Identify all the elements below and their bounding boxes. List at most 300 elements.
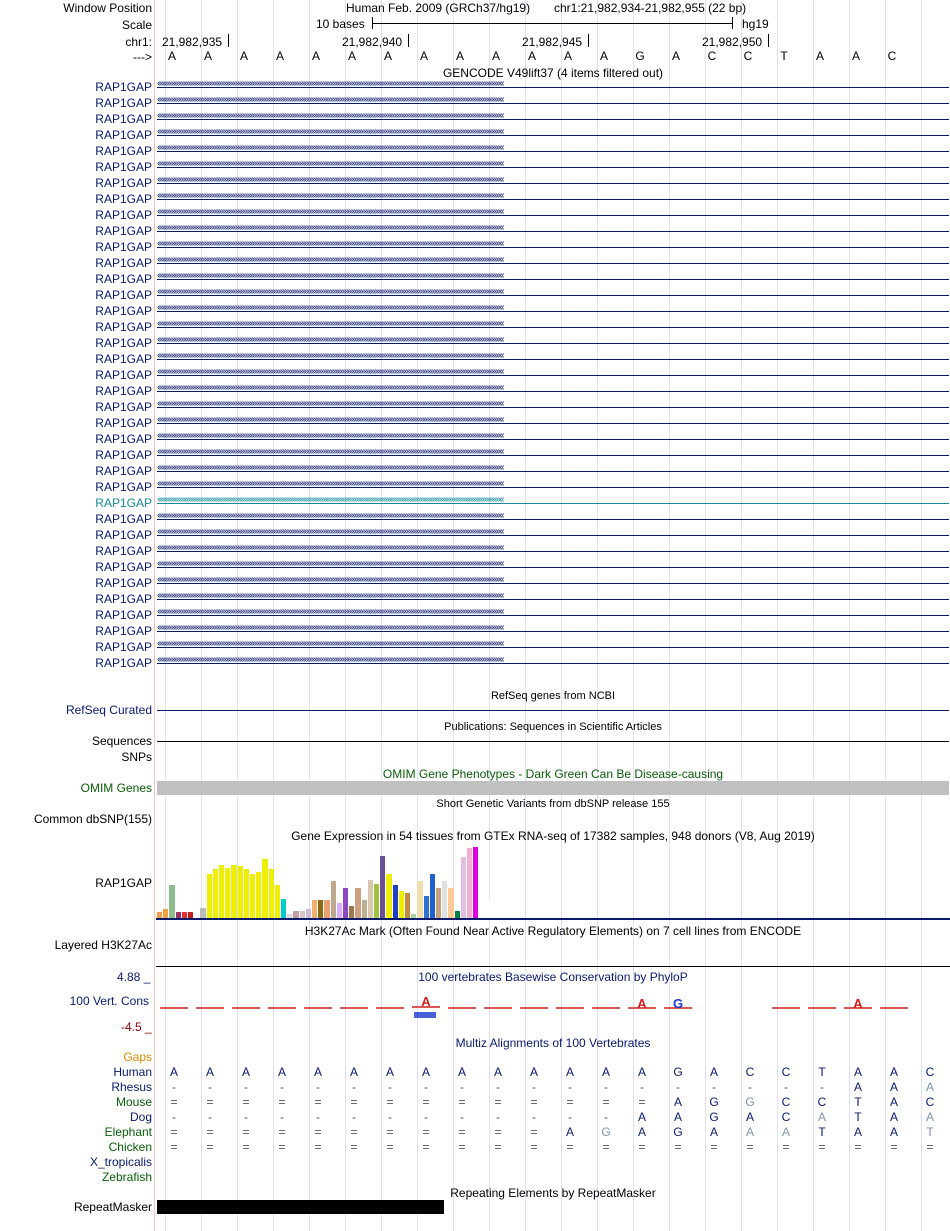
alignment-base: - xyxy=(316,1080,320,1094)
gaps-label[interactable]: Gaps xyxy=(123,1050,152,1064)
alignment-base: = xyxy=(386,1140,394,1154)
alignment-base: - xyxy=(748,1080,752,1094)
repeatmasker-element[interactable] xyxy=(157,1200,444,1214)
gencode-transcript[interactable] xyxy=(157,609,949,621)
strand-arrows: ‹‹‹‹‹‹‹‹‹‹‹‹‹‹‹‹‹‹‹‹‹‹‹‹‹‹‹‹‹‹‹‹‹‹‹‹‹‹‹‹‹‹‹‹‹‹‹‹‹‹‹‹‹‹‹‹‹‹‹‹‹‹‹‹‹‹‹‹‹‹‹‹‹‹‹‹‹‹‹‹‹‹‹‹‹‹‹‹‹‹‹‹‹‹‹‹‹‹‹‹‹‹‹‹‹‹‹‹‹‹‹‹‹‹‹‹‹‹‹‹‹‹‹‹‹‹‹‹‹‹‹‹‹‹‹‹‹‹‹‹‹‹‹‹‹‹‹‹‹‹‹‹‹‹‹‹‹‹‹‹‹‹‹‹‹‹‹‹‹‹‹‹‹‹‹‹‹‹‹‹‹‹‹‹‹‹‹‹‹‹‹‹‹‹‹‹‹‹‹‹ xyxy=(157,193,504,201)
gencode-gene-label[interactable]: RAP1GAP xyxy=(95,336,152,350)
alignment-base: = xyxy=(494,1140,502,1154)
alignment-base: = xyxy=(206,1095,214,1109)
strand-arrows: ‹‹‹‹‹‹‹‹‹‹‹‹‹‹‹‹‹‹‹‹‹‹‹‹‹‹‹‹‹‹‹‹‹‹‹‹‹‹‹‹‹‹‹‹‹‹‹‹‹‹‹‹‹‹‹‹‹‹‹‹‹‹‹‹‹‹‹‹‹‹‹‹‹‹‹‹‹‹‹‹‹‹‹‹‹‹‹‹‹‹‹‹‹‹‹‹‹‹‹‹‹‹‹‹‹‹‹‹‹‹‹‹‹‹‹‹‹‹‹‹‹‹‹‹‹‹‹‹‹‹‹‹‹‹‹‹‹‹‹‹‹‹‹‹‹‹‹‹‹‹‹‹‹‹‹‹‹‹‹‹‹‹‹‹‹‹‹‹‹‹‹‹‹‹‹‹‹‹‹‹‹‹‹‹‹‹‹‹‹‹‹‹‹‹‹‹‹‹‹‹ xyxy=(157,305,504,313)
alignment-base: A xyxy=(637,1065,646,1079)
h3k27ac-title[interactable]: H3K27Ac Mark (Often Found Near Active Regulatory Elements) on 7 cell lines from ENCODE xyxy=(304,924,802,938)
gencode-gene-label[interactable]: RAP1GAP xyxy=(95,496,152,510)
strand-arrows: ‹‹‹‹‹‹‹‹‹‹‹‹‹‹‹‹‹‹‹‹‹‹‹‹‹‹‹‹‹‹‹‹‹‹‹‹‹‹‹‹‹‹‹‹‹‹‹‹‹‹‹‹‹‹‹‹‹‹‹‹‹‹‹‹‹‹‹‹‹‹‹‹‹‹‹‹‹‹‹‹‹‹‹‹‹‹‹‹‹‹‹‹‹‹‹‹‹‹‹‹‹‹‹‹‹‹‹‹‹‹‹‹‹‹‹‹‹‹‹‹‹‹‹‹‹‹‹‹‹‹‹‹‹‹‹‹‹‹‹‹‹‹‹‹‹‹‹‹‹‹‹‹‹‹‹‹‹‹‹‹‹‹‹‹‹‹‹‹‹‹‹‹‹‹‹‹‹‹‹‹‹‹‹‹‹‹‹‹‹‹‹‹‹‹‹‹‹‹‹‹ xyxy=(157,641,504,649)
alignment-base: - xyxy=(280,1080,284,1094)
alignment-base: - xyxy=(388,1110,392,1124)
omim-gene-bar[interactable] xyxy=(157,781,949,795)
alignment-base: - xyxy=(604,1080,608,1094)
gencode-transcript[interactable] xyxy=(157,561,949,573)
phylop-max: 4.88 _ xyxy=(117,970,151,984)
gtex-tissue-bar[interactable] xyxy=(337,903,342,918)
alignment-base: = xyxy=(206,1125,214,1139)
alignment-base: = xyxy=(458,1125,466,1139)
alignment-base: A xyxy=(421,1065,430,1079)
gencode-transcript[interactable] xyxy=(157,641,949,653)
gtex-tissue-bar[interactable] xyxy=(349,906,354,918)
species-label[interactable]: Elephant xyxy=(104,1125,152,1139)
strand-arrows: ‹‹‹‹‹‹‹‹‹‹‹‹‹‹‹‹‹‹‹‹‹‹‹‹‹‹‹‹‹‹‹‹‹‹‹‹‹‹‹‹‹‹‹‹‹‹‹‹‹‹‹‹‹‹‹‹‹‹‹‹‹‹‹‹‹‹‹‹‹‹‹‹‹‹‹‹‹‹‹‹‹‹‹‹‹‹‹‹‹‹‹‹‹‹‹‹‹‹‹‹‹‹‹‹‹‹‹‹‹‹‹‹‹‹‹‹‹‹‹‹‹‹‹‹‹‹‹‹‹‹‹‹‹‹‹‹‹‹‹‹‹‹‹‹‹‹‹‹‹‹‹‹‹‹‹‹‹‹‹‹‹‹‹‹‹‹‹‹‹‹‹‹‹‹‹‹‹‹‹‹‹‹‹‹‹‹‹‹‹‹‹‹‹‹‹‹‹‹‹‹ xyxy=(157,209,504,217)
gtex-tissue-bar[interactable] xyxy=(200,908,205,918)
species-label[interactable]: Chicken xyxy=(108,1140,152,1154)
gencode-transcript[interactable] xyxy=(157,161,949,173)
gtex-tissue-bar[interactable] xyxy=(399,891,404,918)
alignment-base: = xyxy=(638,1140,646,1154)
pubs-sequences-label[interactable]: Sequences xyxy=(91,734,152,748)
alignment-base: - xyxy=(568,1110,572,1124)
phylop-logo-letter: A xyxy=(637,996,647,1011)
alignment-base: = xyxy=(494,1095,502,1109)
strand-arrows: ‹‹‹‹‹‹‹‹‹‹‹‹‹‹‹‹‹‹‹‹‹‹‹‹‹‹‹‹‹‹‹‹‹‹‹‹‹‹‹‹‹‹‹‹‹‹‹‹‹‹‹‹‹‹‹‹‹‹‹‹‹‹‹‹‹‹‹‹‹‹‹‹‹‹‹‹‹‹‹‹‹‹‹‹‹‹‹‹‹‹‹‹‹‹‹‹‹‹‹‹‹‹‹‹‹‹‹‹‹‹‹‹‹‹‹‹‹‹‹‹‹‹‹‹‹‹‹‹‹‹‹‹‹‹‹‹‹‹‹‹‹‹‹‹‹‹‹‹‹‹‹‹‹‹‹‹‹‹‹‹‹‹‹‹‹‹‹‹‹‹‹‹‹‹‹‹‹‹‹‹‹‹‹‹‹‹‹‹‹‹‹‹‹‹‹‹‹‹‹‹ xyxy=(157,113,504,121)
dna-base: A xyxy=(311,49,320,63)
dna-base: A xyxy=(419,49,428,63)
gencode-title[interactable]: GENCODE V49lift37 (4 items filtered out) xyxy=(442,66,664,80)
alignment-base: = xyxy=(314,1125,322,1139)
dna-base: A xyxy=(851,49,860,63)
alignment-base: G xyxy=(709,1095,719,1109)
alignment-base: - xyxy=(460,1110,464,1124)
gencode-gene-label[interactable]: RAP1GAP xyxy=(95,384,152,398)
dna-base: A xyxy=(455,49,464,63)
gtex-tissue-bar[interactable] xyxy=(417,881,422,918)
gtex-tissue-bar[interactable] xyxy=(467,848,472,918)
alignment-base: = xyxy=(386,1095,394,1109)
gencode-gene-label[interactable]: RAP1GAP xyxy=(95,480,152,494)
gtex-tissue-bar[interactable] xyxy=(169,885,174,918)
phylop-logo[interactable] xyxy=(156,996,950,1026)
gencode-transcript[interactable] xyxy=(157,177,949,189)
gencode-transcript[interactable] xyxy=(157,305,949,317)
gtex-tissue-bar[interactable] xyxy=(219,865,224,918)
phylop-title[interactable]: 100 vertebrates Basewise Conservation by PhyloP xyxy=(418,970,688,984)
alignment-base: G xyxy=(745,1095,755,1109)
species-label[interactable]: Rhesus xyxy=(111,1080,152,1094)
gencode-transcript[interactable] xyxy=(157,369,949,381)
gencode-gene-label[interactable]: RAP1GAP xyxy=(95,128,152,142)
strand-arrows: ‹‹‹‹‹‹‹‹‹‹‹‹‹‹‹‹‹‹‹‹‹‹‹‹‹‹‹‹‹‹‹‹‹‹‹‹‹‹‹‹‹‹‹‹‹‹‹‹‹‹‹‹‹‹‹‹‹‹‹‹‹‹‹‹‹‹‹‹‹‹‹‹‹‹‹‹‹‹‹‹‹‹‹‹‹‹‹‹‹‹‹‹‹‹‹‹‹‹‹‹‹‹‹‹‹‹‹‹‹‹‹‹‹‹‹‹‹‹‹‹‹‹‹‹‹‹‹‹‹‹‹‹‹‹‹‹‹‹‹‹‹‹‹‹‹‹‹‹‹‹‹‹‹‹‹‹‹‹‹‹‹‹‹‹‹‹‹‹‹‹‹‹‹‹‹‹‹‹‹‹‹‹‹‹‹‹‹‹‹‹‹‹‹‹‹‹‹‹‹‹ xyxy=(157,321,504,329)
phylop-negative-mark xyxy=(414,1012,436,1018)
alignment-base: = xyxy=(350,1140,358,1154)
gtex-tissue-bar[interactable] xyxy=(256,872,261,918)
gencode-transcript[interactable] xyxy=(157,593,949,605)
alignment-base: = xyxy=(530,1140,538,1154)
strand-arrows: ‹‹‹‹‹‹‹‹‹‹‹‹‹‹‹‹‹‹‹‹‹‹‹‹‹‹‹‹‹‹‹‹‹‹‹‹‹‹‹‹‹‹‹‹‹‹‹‹‹‹‹‹‹‹‹‹‹‹‹‹‹‹‹‹‹‹‹‹‹‹‹‹‹‹‹‹‹‹‹‹‹‹‹‹‹‹‹‹‹‹‹‹‹‹‹‹‹‹‹‹‹‹‹‹‹‹‹‹‹‹‹‹‹‹‹‹‹‹‹‹‹‹‹‹‹‹‹‹‹‹‹‹‹‹‹‹‹‹‹‹‹‹‹‹‹‹‹‹‹‹‹‹‹‹‹‹‹‹‹‹‹‹‹‹‹‹‹‹‹‹‹‹‹‹‹‹‹‹‹‹‹‹‹‹‹‹‹‹‹‹‹‹‹‹‹‹‹‹‹‹ xyxy=(157,657,504,665)
alignment-base: - xyxy=(532,1110,536,1124)
gtex-tissue-bar[interactable] xyxy=(306,909,311,918)
alignment-base: = xyxy=(278,1095,286,1109)
alignment-base: = xyxy=(278,1140,286,1154)
alignment-base: C xyxy=(817,1095,827,1109)
gtex-tissue-bar[interactable] xyxy=(318,900,323,918)
alignment-base: A xyxy=(781,1125,790,1139)
dna-base: C xyxy=(743,49,753,63)
alignment-base: T xyxy=(854,1095,862,1109)
gtex-tissue-bar[interactable] xyxy=(275,885,280,918)
alignment-base: = xyxy=(530,1095,538,1109)
species-label[interactable]: Zebrafish xyxy=(101,1170,152,1184)
alignment-base: G xyxy=(601,1125,611,1139)
alignment-base: - xyxy=(676,1080,680,1094)
h3k27ac-baseline xyxy=(156,966,950,967)
refseq-gene-line[interactable] xyxy=(157,710,949,711)
gencode-transcript[interactable] xyxy=(157,97,949,109)
alignment-base: - xyxy=(460,1080,464,1094)
alignment-base: - xyxy=(280,1110,284,1124)
gencode-transcript[interactable] xyxy=(157,545,949,557)
gtex-tissue-bar[interactable] xyxy=(386,874,391,918)
alignment-base: A xyxy=(673,1095,682,1109)
gtex-tissue-bar[interactable] xyxy=(374,884,379,918)
alignment-base: T xyxy=(854,1110,862,1124)
alignment-base: = xyxy=(530,1125,538,1139)
gencode-gene-label[interactable]: RAP1GAP xyxy=(95,432,152,446)
gtex-tissue-bar[interactable] xyxy=(393,885,398,918)
gencode-transcript[interactable] xyxy=(157,81,949,93)
gencode-gene-label[interactable]: RAP1GAP xyxy=(95,256,152,270)
position-readout[interactable]: chr1:21,982,934-21,982,955 (22 bp) xyxy=(554,1,747,15)
alignment-base: - xyxy=(388,1080,392,1094)
gencode-transcript[interactable] xyxy=(157,481,949,493)
alignment-base: - xyxy=(496,1110,500,1124)
gtex-tissue-bar[interactable] xyxy=(430,874,435,918)
gencode-gene-label[interactable]: RAP1GAP xyxy=(95,528,152,542)
species-label[interactable]: Dog xyxy=(129,1110,152,1124)
alignment-base: = xyxy=(890,1140,898,1154)
gencode-gene-label[interactable]: RAP1GAP xyxy=(95,144,152,158)
alignment-base: = xyxy=(170,1125,178,1139)
gtex-tissue-bar[interactable] xyxy=(281,899,286,918)
strand-arrows: ‹‹‹‹‹‹‹‹‹‹‹‹‹‹‹‹‹‹‹‹‹‹‹‹‹‹‹‹‹‹‹‹‹‹‹‹‹‹‹‹‹‹‹‹‹‹‹‹‹‹‹‹‹‹‹‹‹‹‹‹‹‹‹‹‹‹‹‹‹‹‹‹‹‹‹‹‹‹‹‹‹‹‹‹‹‹‹‹‹‹‹‹‹‹‹‹‹‹‹‹‹‹‹‹‹‹‹‹‹‹‹‹‹‹‹‹‹‹‹‹‹‹‹‹‹‹‹‹‹‹‹‹‹‹‹‹‹‹‹‹‹‹‹‹‹‹‹‹‹‹‹‹‹‹‹‹‹‹‹‹‹‹‹‹‹‹‹‹‹‹‹‹‹‹‹‹‹‹‹‹‹‹‹‹‹‹‹‹‹‹‹‹‹‹‹‹‹‹‹‹ xyxy=(157,529,504,537)
species-label[interactable]: Human xyxy=(113,1065,152,1079)
gencode-gene-label[interactable]: RAP1GAP xyxy=(95,192,152,206)
alignment-base: A xyxy=(313,1065,322,1079)
alignment-base: = xyxy=(926,1140,934,1154)
gencode-gene-label[interactable]: RAP1GAP xyxy=(95,400,152,414)
gencode-transcript[interactable] xyxy=(157,321,949,333)
gencode-gene-label[interactable]: RAP1GAP xyxy=(95,544,152,558)
gencode-gene-label[interactable]: RAP1GAP xyxy=(95,176,152,190)
dna-base: T xyxy=(780,49,788,63)
strand-arrows: ‹‹‹‹‹‹‹‹‹‹‹‹‹‹‹‹‹‹‹‹‹‹‹‹‹‹‹‹‹‹‹‹‹‹‹‹‹‹‹‹‹‹‹‹‹‹‹‹‹‹‹‹‹‹‹‹‹‹‹‹‹‹‹‹‹‹‹‹‹‹‹‹‹‹‹‹‹‹‹‹‹‹‹‹‹‹‹‹‹‹‹‹‹‹‹‹‹‹‹‹‹‹‹‹‹‹‹‹‹‹‹‹‹‹‹‹‹‹‹‹‹‹‹‹‹‹‹‹‹‹‹‹‹‹‹‹‹‹‹‹‹‹‹‹‹‹‹‹‹‹‹‹‹‹‹‹‹‹‹‹‹‹‹‹‹‹‹‹‹‹‹‹‹‹‹‹‹‹‹‹‹‹‹‹‹‹‹‹‹‹‹‹‹‹‹‹‹‹‹‹ xyxy=(157,625,504,633)
alignment-base: - xyxy=(244,1110,248,1124)
alignment-base: = xyxy=(206,1140,214,1154)
label-separator xyxy=(154,0,155,1231)
omim-title[interactable]: OMIM Gene Phenotypes - Dark Green Can Be Disease-causing xyxy=(382,767,724,781)
gtex-tissue-bar[interactable] xyxy=(225,868,230,918)
gencode-gene-label[interactable]: RAP1GAP xyxy=(95,624,152,638)
alignment-base: T xyxy=(818,1125,826,1139)
dbsnp-label[interactable]: Common dbSNP(155) xyxy=(33,812,152,826)
gtex-tissue-bar[interactable] xyxy=(436,888,441,918)
gencode-transcript[interactable] xyxy=(157,433,949,445)
tick-mark xyxy=(768,34,769,47)
gencode-transcript[interactable] xyxy=(157,145,949,157)
gtex-tissue-bar[interactable] xyxy=(293,911,298,918)
gencode-gene-label[interactable]: RAP1GAP xyxy=(95,304,152,318)
alignment-base: = xyxy=(350,1095,358,1109)
strand-arrows: ‹‹‹‹‹‹‹‹‹‹‹‹‹‹‹‹‹‹‹‹‹‹‹‹‹‹‹‹‹‹‹‹‹‹‹‹‹‹‹‹‹‹‹‹‹‹‹‹‹‹‹‹‹‹‹‹‹‹‹‹‹‹‹‹‹‹‹‹‹‹‹‹‹‹‹‹‹‹‹‹‹‹‹‹‹‹‹‹‹‹‹‹‹‹‹‹‹‹‹‹‹‹‹‹‹‹‹‹‹‹‹‹‹‹‹‹‹‹‹‹‹‹‹‹‹‹‹‹‹‹‹‹‹‹‹‹‹‹‹‹‹‹‹‹‹‹‹‹‹‹‹‹‹‹‹‹‹‹‹‹‹‹‹‹‹‹‹‹‹‹‹‹‹‹‹‹‹‹‹‹‹‹‹‹‹‹‹‹‹‹‹‹‹‹‹‹‹‹‹‹ xyxy=(157,273,504,281)
gencode-gene-label[interactable]: RAP1GAP xyxy=(95,576,152,590)
alignment-base: A xyxy=(925,1110,934,1124)
tick-mark xyxy=(408,34,409,47)
alignment-base: A xyxy=(889,1095,898,1109)
alignment-base: A xyxy=(853,1125,862,1139)
repeatmasker-label[interactable]: RepeatMasker xyxy=(73,1200,152,1214)
gtex-tissue-bar[interactable] xyxy=(473,847,478,918)
gtex-tissue-bar[interactable] xyxy=(207,874,212,918)
gencode-transcript[interactable] xyxy=(157,497,949,509)
gtex-tissue-bar[interactable] xyxy=(380,856,385,918)
gtex-tissue-bar[interactable] xyxy=(479,906,484,918)
dna-base: A xyxy=(527,49,536,63)
alignment-base: = xyxy=(386,1125,394,1139)
phylop-logo-letter: A xyxy=(853,996,863,1011)
gencode-transcript[interactable] xyxy=(157,209,949,221)
gtex-bar-chart[interactable] xyxy=(156,844,556,918)
gencode-transcript[interactable] xyxy=(157,241,949,253)
dna-sequence xyxy=(0,49,950,63)
scale-bar xyxy=(372,17,733,29)
alignment-base: - xyxy=(784,1080,788,1094)
multiz-title[interactable]: Multiz Alignments of 100 Vertebrates xyxy=(455,1036,651,1050)
alignment-base: T xyxy=(926,1125,934,1139)
gencode-transcript[interactable] xyxy=(157,273,949,285)
gencode-gene-label[interactable]: RAP1GAP xyxy=(95,464,152,478)
alignment-base: A xyxy=(169,1065,178,1079)
gtex-tissue-bar[interactable] xyxy=(442,881,447,918)
gtex-tissue-bar[interactable] xyxy=(312,900,317,918)
alignment-base: - xyxy=(172,1110,176,1124)
gtex-tissue-bar[interactable] xyxy=(238,866,243,918)
gencode-gene-label[interactable]: RAP1GAP xyxy=(95,208,152,222)
dna-base: G xyxy=(635,49,645,63)
gencode-gene-label[interactable]: RAP1GAP xyxy=(95,608,152,622)
alignment-base: = xyxy=(602,1095,610,1109)
gencode-transcript[interactable] xyxy=(157,193,949,205)
alignment-base: - xyxy=(316,1110,320,1124)
gtex-title[interactable]: Gene Expression in 54 tissues from GTEx RNA-seq of 17382 samples, 948 donors (V8, Aug 2019) xyxy=(291,829,815,843)
alignment-base: A xyxy=(529,1065,538,1079)
alignment-base: - xyxy=(604,1110,608,1124)
alignment-base: - xyxy=(208,1080,212,1094)
gencode-gene-label[interactable]: RAP1GAP xyxy=(95,416,152,430)
gtex-tissue-bar[interactable] xyxy=(250,874,255,918)
strand-arrows: ‹‹‹‹‹‹‹‹‹‹‹‹‹‹‹‹‹‹‹‹‹‹‹‹‹‹‹‹‹‹‹‹‹‹‹‹‹‹‹‹‹‹‹‹‹‹‹‹‹‹‹‹‹‹‹‹‹‹‹‹‹‹‹‹‹‹‹‹‹‹‹‹‹‹‹‹‹‹‹‹‹‹‹‹‹‹‹‹‹‹‹‹‹‹‹‹‹‹‹‹‹‹‹‹‹‹‹‹‹‹‹‹‹‹‹‹‹‹‹‹‹‹‹‹‹‹‹‹‹‹‹‹‹‹‹‹‹‹‹‹‹‹‹‹‹‹‹‹‹‹‹‹‹‹‹‹‹‹‹‹‹‹‹‹‹‹‹‹‹‹‹‹‹‹‹‹‹‹‹‹‹‹‹‹‹‹‹‹‹‹‹‹‹‹‹‹‹‹‹‹ xyxy=(157,129,504,137)
gtex-tissue-bar[interactable] xyxy=(368,880,373,918)
alignment-base: A xyxy=(889,1065,898,1079)
alignment-base: - xyxy=(352,1080,356,1094)
gencode-transcript[interactable] xyxy=(157,449,949,461)
alignment-base: = xyxy=(674,1140,682,1154)
gtex-tissue-bar[interactable] xyxy=(231,865,236,918)
gencode-transcript[interactable] xyxy=(157,337,949,349)
gencode-transcript[interactable] xyxy=(157,577,949,589)
gencode-gene-label[interactable]: RAP1GAP xyxy=(95,112,152,126)
alignment-base: = xyxy=(566,1140,574,1154)
refseq-title[interactable]: RefSeq genes from NCBI xyxy=(490,690,616,702)
gencode-gene-label[interactable]: RAP1GAP xyxy=(95,368,152,382)
alignment-base: - xyxy=(208,1110,212,1124)
species-label[interactable]: Mouse xyxy=(115,1095,152,1109)
gencode-transcript[interactable] xyxy=(157,625,949,637)
dna-base: A xyxy=(383,49,392,63)
gencode-gene-label[interactable]: RAP1GAP xyxy=(95,96,152,110)
strand-arrows: ‹‹‹‹‹‹‹‹‹‹‹‹‹‹‹‹‹‹‹‹‹‹‹‹‹‹‹‹‹‹‹‹‹‹‹‹‹‹‹‹‹‹‹‹‹‹‹‹‹‹‹‹‹‹‹‹‹‹‹‹‹‹‹‹‹‹‹‹‹‹‹‹‹‹‹‹‹‹‹‹‹‹‹‹‹‹‹‹‹‹‹‹‹‹‹‹‹‹‹‹‹‹‹‹‹‹‹‹‹‹‹‹‹‹‹‹‹‹‹‹‹‹‹‹‹‹‹‹‹‹‹‹‹‹‹‹‹‹‹‹‹‹‹‹‹‹‹‹‹‹‹‹‹‹‹‹‹‹‹‹‹‹‹‹‹‹‹‹‹‹‹‹‹‹‹‹‹‹‹‹‹‹‹‹‹‹‹‹‹‹‹‹‹‹‹‹‹‹‹‹ xyxy=(157,561,504,569)
pubs-title[interactable]: Publications: Sequences in Scientific Articles xyxy=(444,721,662,733)
gtex-tissue-bar[interactable] xyxy=(331,881,336,918)
alignment-base: = xyxy=(242,1095,250,1109)
gencode-gene-label[interactable]: RAP1GAP xyxy=(95,224,152,238)
gtex-tissue-bar[interactable] xyxy=(461,857,466,918)
gencode-gene-label[interactable]: RAP1GAP xyxy=(95,288,152,302)
strand-arrows: ‹‹‹‹‹‹‹‹‹‹‹‹‹‹‹‹‹‹‹‹‹‹‹‹‹‹‹‹‹‹‹‹‹‹‹‹‹‹‹‹‹‹‹‹‹‹‹‹‹‹‹‹‹‹‹‹‹‹‹‹‹‹‹‹‹‹‹‹‹‹‹‹‹‹‹‹‹‹‹‹‹‹‹‹‹‹‹‹‹‹‹‹‹‹‹‹‹‹‹‹‹‹‹‹‹‹‹‹‹‹‹‹‹‹‹‹‹‹‹‹‹‹‹‹‹‹‹‹‹‹‹‹‹‹‹‹‹‹‹‹‹‹‹‹‹‹‹‹‹‹‹‹‹‹‹‹‹‹‹‹‹‹‹‹‹‹‹‹‹‹‹‹‹‹‹‹‹‹‹‹‹‹‹‹‹‹‹‹‹‹‹‹‹‹‹‹‹‹‹‹ xyxy=(157,385,504,393)
gtex-tissue-bar[interactable] xyxy=(405,893,410,918)
alignment-base: = xyxy=(242,1125,250,1139)
alignment-base: = xyxy=(242,1140,250,1154)
dna-base: A xyxy=(815,49,824,63)
gencode-transcript[interactable] xyxy=(157,401,949,413)
gencode-gene-label[interactable]: RAP1GAP xyxy=(95,352,152,366)
alignment-base: - xyxy=(244,1080,248,1094)
gtex-tissue-bar[interactable] xyxy=(163,909,168,918)
pubs-line[interactable] xyxy=(157,741,949,742)
alignment-base: = xyxy=(602,1140,610,1154)
gencode-transcript[interactable] xyxy=(157,417,949,429)
gencode-transcript[interactable] xyxy=(157,225,949,237)
gencode-gene-label[interactable]: RAP1GAP xyxy=(95,592,152,606)
dna-base: A xyxy=(563,49,572,63)
gtex-tissue-bar[interactable] xyxy=(486,900,491,918)
alignment-base: - xyxy=(172,1080,176,1094)
gencode-transcript[interactable] xyxy=(157,465,949,477)
gtex-label[interactable]: RAP1GAP xyxy=(95,876,152,890)
gencode-gene-label[interactable]: RAP1GAP xyxy=(95,80,152,94)
gencode-transcript[interactable] xyxy=(157,657,949,669)
alignment-base: A xyxy=(601,1065,610,1079)
gtex-tissue-bar[interactable] xyxy=(300,911,305,918)
gencode-gene-label[interactable]: RAP1GAP xyxy=(95,560,152,574)
alignment-base: = xyxy=(422,1095,430,1109)
strand-arrows: ‹‹‹‹‹‹‹‹‹‹‹‹‹‹‹‹‹‹‹‹‹‹‹‹‹‹‹‹‹‹‹‹‹‹‹‹‹‹‹‹‹‹‹‹‹‹‹‹‹‹‹‹‹‹‹‹‹‹‹‹‹‹‹‹‹‹‹‹‹‹‹‹‹‹‹‹‹‹‹‹‹‹‹‹‹‹‹‹‹‹‹‹‹‹‹‹‹‹‹‹‹‹‹‹‹‹‹‹‹‹‹‹‹‹‹‹‹‹‹‹‹‹‹‹‹‹‹‹‹‹‹‹‹‹‹‹‹‹‹‹‹‹‹‹‹‹‹‹‹‹‹‹‹‹‹‹‹‹‹‹‹‹‹‹‹‹‹‹‹‹‹‹‹‹‹‹‹‹‹‹‹‹‹‹‹‹‹‹‹‹‹‹‹‹‹‹‹‹‹‹ xyxy=(157,241,504,249)
alignment-base: - xyxy=(640,1080,644,1094)
strand-arrows: ‹‹‹‹‹‹‹‹‹‹‹‹‹‹‹‹‹‹‹‹‹‹‹‹‹‹‹‹‹‹‹‹‹‹‹‹‹‹‹‹‹‹‹‹‹‹‹‹‹‹‹‹‹‹‹‹‹‹‹‹‹‹‹‹‹‹‹‹‹‹‹‹‹‹‹‹‹‹‹‹‹‹‹‹‹‹‹‹‹‹‹‹‹‹‹‹‹‹‹‹‹‹‹‹‹‹‹‹‹‹‹‹‹‹‹‹‹‹‹‹‹‹‹‹‹‹‹‹‹‹‹‹‹‹‹‹‹‹‹‹‹‹‹‹‹‹‹‹‹‹‹‹‹‹‹‹‹‹‹‹‹‹‹‹‹‹‹‹‹‹‹‹‹‹‹‹‹‹‹‹‹‹‹‹‹‹‹‹‹‹‹‹‹‹‹‹‹‹‹‹ xyxy=(157,337,504,345)
alignment-base: - xyxy=(424,1080,428,1094)
alignment-base: - xyxy=(532,1080,536,1094)
repeatmasker-title[interactable]: Repeating Elements by RepeatMasker xyxy=(450,1186,656,1200)
gencode-gene-label[interactable]: RAP1GAP xyxy=(95,160,152,174)
alignment-base: A xyxy=(349,1065,358,1079)
alignment-base: = xyxy=(422,1140,430,1154)
gtex-tissue-bar[interactable] xyxy=(455,911,460,918)
gencode-gene-label[interactable]: RAP1GAP xyxy=(95,656,152,670)
gtex-tissue-bar[interactable] xyxy=(355,888,360,918)
gtex-tissue-bar[interactable] xyxy=(244,869,249,918)
gtex-tissue-bar[interactable] xyxy=(448,888,453,918)
gencode-gene-label[interactable]: RAP1GAP xyxy=(95,272,152,286)
tick-label: 21,982,935 xyxy=(162,35,223,49)
gencode-transcript[interactable] xyxy=(157,353,949,365)
alignment-base: - xyxy=(712,1080,716,1094)
gtex-tissue-bar[interactable] xyxy=(492,903,497,918)
tick-label: 21,982,950 xyxy=(702,35,763,49)
gencode-transcript[interactable] xyxy=(157,257,949,269)
alignment-base: = xyxy=(458,1095,466,1109)
gtex-tissue-bar[interactable] xyxy=(424,896,429,918)
tick-label: 21,982,940 xyxy=(342,35,403,49)
dna-base: A xyxy=(203,49,212,63)
phylop-label[interactable]: 100 Vert. Cons xyxy=(69,994,149,1008)
gencode-transcript[interactable] xyxy=(157,289,949,301)
gencode-gene-label[interactable]: RAP1GAP xyxy=(95,512,152,526)
gencode-transcript[interactable] xyxy=(157,113,949,125)
dbsnp-title[interactable]: Short Genetic Variants from dbSNP release 155 xyxy=(436,798,670,810)
pubs-snps-label[interactable]: SNPs xyxy=(121,750,152,764)
gtex-tissue-bar[interactable] xyxy=(269,869,274,918)
alignment-base: C xyxy=(745,1065,755,1079)
dna-base: A xyxy=(239,49,248,63)
scale-text: 10 bases xyxy=(316,17,365,31)
phylop-logo-letter: G xyxy=(672,996,684,1011)
gtex-tissue-bar[interactable] xyxy=(213,869,218,918)
gencode-transcript[interactable] xyxy=(157,513,949,525)
alignment-base: = xyxy=(566,1095,574,1109)
alignment-base: A xyxy=(637,1125,646,1139)
alignment-base: A xyxy=(745,1125,754,1139)
gencode-gene-label[interactable]: RAP1GAP xyxy=(95,640,152,654)
strand-arrows: ‹‹‹‹‹‹‹‹‹‹‹‹‹‹‹‹‹‹‹‹‹‹‹‹‹‹‹‹‹‹‹‹‹‹‹‹‹‹‹‹‹‹‹‹‹‹‹‹‹‹‹‹‹‹‹‹‹‹‹‹‹‹‹‹‹‹‹‹‹‹‹‹‹‹‹‹‹‹‹‹‹‹‹‹‹‹‹‹‹‹‹‹‹‹‹‹‹‹‹‹‹‹‹‹‹‹‹‹‹‹‹‹‹‹‹‹‹‹‹‹‹‹‹‹‹‹‹‹‹‹‹‹‹‹‹‹‹‹‹‹‹‹‹‹‹‹‹‹‹‹‹‹‹‹‹‹‹‹‹‹‹‹‹‹‹‹‹‹‹‹‹‹‹‹‹‹‹‹‹‹‹‹‹‹‹‹‹‹‹‹‹‹‹‹‹‹‹‹‹‹ xyxy=(157,497,504,505)
species-label[interactable]: X_tropicalis xyxy=(89,1155,152,1169)
strand-arrows: ‹‹‹‹‹‹‹‹‹‹‹‹‹‹‹‹‹‹‹‹‹‹‹‹‹‹‹‹‹‹‹‹‹‹‹‹‹‹‹‹‹‹‹‹‹‹‹‹‹‹‹‹‹‹‹‹‹‹‹‹‹‹‹‹‹‹‹‹‹‹‹‹‹‹‹‹‹‹‹‹‹‹‹‹‹‹‹‹‹‹‹‹‹‹‹‹‹‹‹‹‹‹‹‹‹‹‹‹‹‹‹‹‹‹‹‹‹‹‹‹‹‹‹‹‹‹‹‹‹‹‹‹‹‹‹‹‹‹‹‹‹‹‹‹‹‹‹‹‹‹‹‹‹‹‹‹‹‹‹‹‹‹‹‹‹‹‹‹‹‹‹‹‹‹‹‹‹‹‹‹‹‹‹‹‹‹‹‹‹‹‹‹‹‹‹‹‹‹‹‹ xyxy=(157,593,504,601)
gencode-transcript[interactable] xyxy=(157,385,949,397)
gtex-tissue-bar[interactable] xyxy=(343,888,348,918)
gencode-gene-label[interactable]: RAP1GAP xyxy=(95,448,152,462)
alignment-base: - xyxy=(496,1080,500,1094)
omim-label[interactable]: OMIM Genes xyxy=(80,781,152,795)
strand-arrows: ‹‹‹‹‹‹‹‹‹‹‹‹‹‹‹‹‹‹‹‹‹‹‹‹‹‹‹‹‹‹‹‹‹‹‹‹‹‹‹‹‹‹‹‹‹‹‹‹‹‹‹‹‹‹‹‹‹‹‹‹‹‹‹‹‹‹‹‹‹‹‹‹‹‹‹‹‹‹‹‹‹‹‹‹‹‹‹‹‹‹‹‹‹‹‹‹‹‹‹‹‹‹‹‹‹‹‹‹‹‹‹‹‹‹‹‹‹‹‹‹‹‹‹‹‹‹‹‹‹‹‹‹‹‹‹‹‹‹‹‹‹‹‹‹‹‹‹‹‹‹‹‹‹‹‹‹‹‹‹‹‹‹‹‹‹‹‹‹‹‹‹‹‹‹‹‹‹‹‹‹‹‹‹‹‹‹‹‹‹‹‹‹‹‹‹‹‹‹‹‹ xyxy=(157,257,504,265)
h3k27ac-label[interactable]: Layered H3K27Ac xyxy=(54,938,152,952)
phylop-logo-letter: A xyxy=(421,996,431,1009)
scale-db: hg19 xyxy=(742,17,769,31)
gencode-transcript[interactable] xyxy=(157,129,949,141)
alignment-base: A xyxy=(277,1065,286,1079)
alignment-base: A xyxy=(241,1065,250,1079)
strand-arrows: ‹‹‹‹‹‹‹‹‹‹‹‹‹‹‹‹‹‹‹‹‹‹‹‹‹‹‹‹‹‹‹‹‹‹‹‹‹‹‹‹‹‹‹‹‹‹‹‹‹‹‹‹‹‹‹‹‹‹‹‹‹‹‹‹‹‹‹‹‹‹‹‹‹‹‹‹‹‹‹‹‹‹‹‹‹‹‹‹‹‹‹‹‹‹‹‹‹‹‹‹‹‹‹‹‹‹‹‹‹‹‹‹‹‹‹‹‹‹‹‹‹‹‹‹‹‹‹‹‹‹‹‹‹‹‹‹‹‹‹‹‹‹‹‹‹‹‹‹‹‹‹‹‹‹‹‹‹‹‹‹‹‹‹‹‹‹‹‹‹‹‹‹‹‹‹‹‹‹‹‹‹‹‹‹‹‹‹‹‹‹‹‹‹‹‹‹‹‹‹‹ xyxy=(157,353,504,361)
alignment-base: = xyxy=(314,1095,322,1109)
gtex-tissue-bar[interactable] xyxy=(262,859,267,918)
gencode-transcript[interactable] xyxy=(157,529,949,541)
alignment-base: - xyxy=(424,1110,428,1124)
strand-arrows: ‹‹‹‹‹‹‹‹‹‹‹‹‹‹‹‹‹‹‹‹‹‹‹‹‹‹‹‹‹‹‹‹‹‹‹‹‹‹‹‹‹‹‹‹‹‹‹‹‹‹‹‹‹‹‹‹‹‹‹‹‹‹‹‹‹‹‹‹‹‹‹‹‹‹‹‹‹‹‹‹‹‹‹‹‹‹‹‹‹‹‹‹‹‹‹‹‹‹‹‹‹‹‹‹‹‹‹‹‹‹‹‹‹‹‹‹‹‹‹‹‹‹‹‹‹‹‹‹‹‹‹‹‹‹‹‹‹‹‹‹‹‹‹‹‹‹‹‹‹‹‹‹‹‹‹‹‹‹‹‹‹‹‹‹‹‹‹‹‹‹‹‹‹‹‹‹‹‹‹‹‹‹‹‹‹‹‹‹‹‹‹‹‹‹‹‹‹‹‹‹ xyxy=(157,465,504,473)
window-position-label: Window Position xyxy=(63,1,152,15)
alignment-base: C xyxy=(781,1095,791,1109)
refseq-label[interactable]: RefSeq Curated xyxy=(65,703,152,717)
gtex-tissue-bar[interactable] xyxy=(324,900,329,918)
scale-label: Scale xyxy=(121,18,152,32)
gencode-gene-label[interactable]: RAP1GAP xyxy=(95,320,152,334)
dna-base: A xyxy=(275,49,284,63)
alignment-base: A xyxy=(745,1110,754,1124)
gtex-tissue-bar[interactable] xyxy=(362,900,367,918)
gencode-gene-label[interactable]: RAP1GAP xyxy=(95,240,152,254)
